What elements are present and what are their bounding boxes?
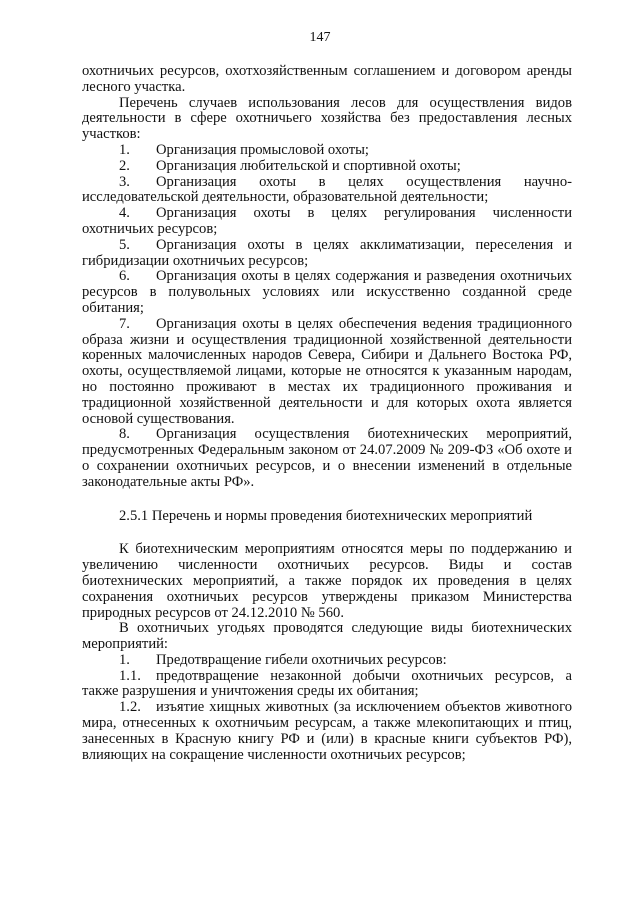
list-item-text: Организация любительской и спортивной охоты; <box>156 157 461 174</box>
list-item-text: Организация охоты в целях содержания и разведения охотничьих ресурсов в полувольных условиях или искусственно созданной среде обитания; <box>82 268 572 316</box>
list-item-text: Предотвращение гибели охотничьих ресурсов: <box>156 651 447 668</box>
paragraph: К биотехническим мероприятиям относятся меры по поддержанию и увеличению численности охотничьих ресурсов. Виды и состав биотехнических мероприятий, а также порядок их проведения в целях сохранения охотничьих ресурсов утверждены приказом Министерства природных ресурсов от 24.12.2010 № 560. <box>82 541 572 621</box>
list-item-number: 6. <box>119 268 130 285</box>
paragraph: охотничьих ресурсов, охотхозяйственным соглашением и договором аренды лесного участка. <box>82 63 572 95</box>
paragraph: В охотничьих угодьях проводятся следующие виды биотехнических мероприятий: <box>82 620 572 653</box>
list-item-number: 5. <box>119 236 130 253</box>
list-item-text: Организация охоты в целях осуществления научно-исследовательской деятельности, образовательной деятельности; <box>82 173 572 206</box>
list-item-text: Организация промысловой охоты; <box>156 141 369 158</box>
list-item <box>82 206 572 238</box>
list-item-text: предотвращение незаконной добычи охотничьих ресурсов, а также разрушения и уничтожения среды их обитания; <box>82 667 572 700</box>
list-item-number: 1.1. <box>119 667 141 684</box>
list-item <box>82 317 572 428</box>
list-item-number: 1. <box>119 651 130 668</box>
list-item <box>82 653 572 669</box>
list-item <box>82 700 572 763</box>
list-item-number: 2. <box>119 157 130 174</box>
list-item-number: 4. <box>119 205 130 222</box>
list-item-text: Организация охоты в целях обеспечения ведения традиционного образа жизни и осуществления традиционной хозяйственной деятельности коренных малочисленных народов Севера, Сибири и Дальнего Востока РФ, охоты, осуществляемой лицами, которые не относятся к указанным народам, но постоянно проживают в местах их традиционного проживания и традиционной хозяйственной деятельности и для которых охота является основой существования. <box>82 315 572 427</box>
list-item <box>82 669 572 701</box>
list-item-text: Организация охоты в целях акклиматизации, переселения и гибридизации охотничьих ресурсов; <box>82 236 572 269</box>
document-body <box>82 64 572 763</box>
list-item-text: Организация осуществления биотехнических мероприятий, предусмотренных Федеральным законом от 24.07.2009 № 209-ФЗ «Об охоте и о сохранении охотничьих ресурсов, и о внесении изменений в отдельные законодательные акты РФ». <box>82 426 572 490</box>
list-item <box>82 159 572 175</box>
page-number: 147 <box>309 30 331 45</box>
list-item-number: 1. <box>119 141 130 158</box>
forest-use-list <box>82 143 572 491</box>
section-heading: 2.5.1 Перечень и нормы проведения биотехнических мероприятий <box>119 507 533 524</box>
list-item-text: изъятие хищных животных (за исключением объектов животного мира, отнесенных к охотничьим ресурсам, а также млекопитающих и птиц, занесенных в Красную книгу РФ и (или) в красные книги субъектов РФ), влияющих на сокращение численности охотничьих ресурсов; <box>82 699 572 763</box>
list-item <box>82 143 572 159</box>
list-item-number: 7. <box>119 315 130 332</box>
list-item-number: 3. <box>119 173 130 190</box>
list-item-number: 1.2. <box>119 699 141 716</box>
list-item <box>82 427 572 490</box>
list-item <box>82 175 572 207</box>
list-item-text: Организация охоты в целях регулирования численности охотничьих ресурсов; <box>82 205 572 237</box>
paragraph: Перечень случаев использования лесов для осуществления видов деятельности в сфере охотничьего хозяйства без предоставления лесных участков: <box>82 94 572 143</box>
list-item <box>82 238 572 270</box>
biotech-measures-list <box>82 653 572 764</box>
list-item-number: 8. <box>119 426 130 443</box>
list-item <box>82 269 572 316</box>
